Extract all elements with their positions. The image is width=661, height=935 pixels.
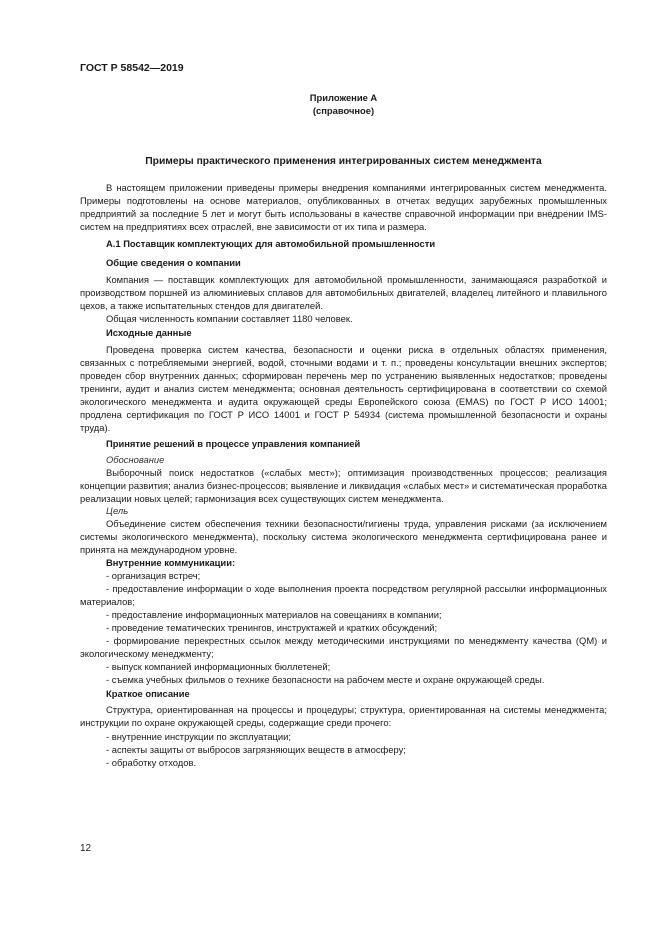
intro-paragraph: В настоящем приложении приведены примеры внедрения компаниями интегрированных систем менеджмента. Примеры подготовлены на основе материалов, опубликованных в отчетах ведущих зарубежных промышленных предприятий за последние 5 лет и могут быть использованы в качестве справочной информации при внедрении IMS-систем на предприятиях всех отраслей, вне зависимости от их типа и размера. <box>80 182 607 232</box>
list-item: - проведение тематических тренингов, инструктажей и кратких обсуждений; <box>106 622 438 633</box>
subsection-heading: Исходные данные <box>106 327 192 338</box>
appendix-subtitle: (справочное) <box>312 105 375 116</box>
paragraph: Общая численность компании составляет 1180 человек. <box>106 313 353 324</box>
list-item: - аспекты защиты от выбросов загрязняющих веществ в атмосферу; <box>106 744 406 755</box>
list-item: - предоставление информации о ходе выполнения проекта посредством регулярной рассылки информационных материалов; <box>80 583 607 607</box>
list-item: - организация встреч; <box>106 570 201 581</box>
subsection-heading: Внутренние коммуникации: <box>106 557 236 568</box>
document-header: ГОСТ Р 58542—2019 <box>80 62 184 74</box>
paragraph: Выборочный поиск недостатков («слабых мест»); оптимизация производственных процессов; реализация концепции развития; анализ бизнес-процессов; выявление и ликвидация «слабых мест» и систематическая проработка реализации новых целей; гармонизация всех существующих систем менеджмента. <box>80 467 607 504</box>
subsection-heading: Краткое описание <box>106 688 190 699</box>
page-title: Примеры практического применения интегрированных систем менеджмента <box>145 156 542 167</box>
label-goal: Цель <box>106 505 129 516</box>
paragraph: Компания — поставщик комплектующих для автомобильной промышленности, занимающаяся разработкой и производством поршней из алюминиевых сплавов для автомобильных двигателей, владелец литейного и плавильного цехов, а также испытательных стендов для двигателей. <box>80 274 607 311</box>
list-item: - внутренние инструкции по эксплуатации; <box>106 731 292 742</box>
subsection-heading: Принятие решений в процессе управления компанией <box>106 438 361 449</box>
list-item: - предоставление информационных материалов на совещаниях в компании; <box>106 609 442 620</box>
paragraph: Проведена проверка систем качества, безопасности и оценки риска в отдельных областях применения, связанных с потребляемыми энергией, водой, сточными водами и т. п.; проведены консультации внешних экспертов; проведен сбор внутренних данных; сформирован перечень мер по устранению выявленных недостатков; проведены тренинги, аудит и анализ систем менеджмента; основная деятельность сертифицирована в соответствии со схемой экологического менеджмента и аудита окружающей среды Европейского союза (EMAS) по ГОСТ Р ИСО 14001; продлена сертификация по ГОСТ Р ИСО 14001 и ГОСТ Р 54934 (система промышленной безопасности и охраны труда). <box>80 344 607 433</box>
list-item: - выпуск компанией информационных бюллетеней; <box>106 661 331 672</box>
list-item: - съемка учебных фильмов о технике безопасности на рабочем месте и охране окружающей среды. <box>106 674 545 685</box>
page-number: 12 <box>80 843 92 854</box>
section-heading: А.1 Поставщик комплектующих для автомобильной промышленности <box>106 238 436 249</box>
paragraph: Объединение систем обеспечения техники безопасности/гигиены труда, управления рисками (за исключением системы экологического менеджмента), поскольку система экологического менеджмента сертифицирована ранее и принята на международном уровне. <box>80 518 607 555</box>
label-rationale: Обоснование <box>106 454 165 465</box>
list-item: - обработку отходов. <box>106 757 197 768</box>
list-item: - формирование перекрестных ссылок между методическими инструкциями по менеджменту качества (QM) и экологическому менеджменту; <box>80 635 607 659</box>
subsection-heading: Общие сведения о компании <box>106 257 241 268</box>
paragraph: Структура, ориентированная на процессы и процедуры; структура, ориентированная на системы менеджмента; инструкции по охране окружающей среды, содержащие среди прочего: <box>80 704 607 728</box>
appendix-title: Приложение А <box>309 92 378 103</box>
